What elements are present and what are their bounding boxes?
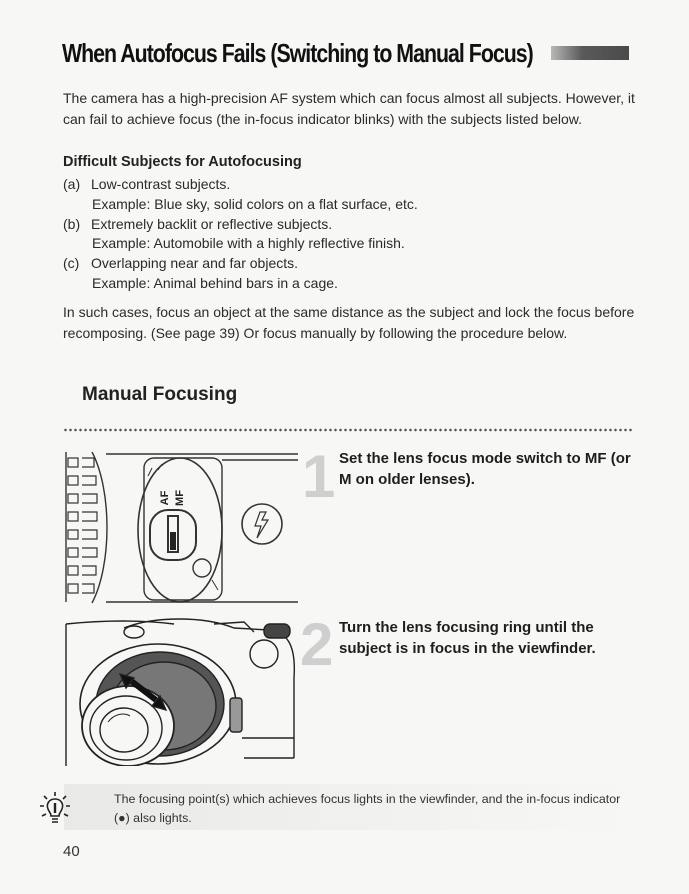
- list-item-text: Low-contrast subjects.: [91, 176, 231, 192]
- switch-label-mf: MF: [174, 490, 186, 506]
- list-item-text: Overlapping near and far objects.: [91, 255, 299, 272]
- step-text: Set the lens focus mode switch to MF (or M on older lenses).: [339, 450, 631, 488]
- list-item: [63, 175, 638, 215]
- lens-switch-illustration: [62, 450, 298, 605]
- list-item: [63, 254, 638, 294]
- list-item-example: Example: Automobile with a highly reflective finish.: [92, 235, 405, 252]
- list-item-example: Example: Animal behind bars in a cage.: [92, 274, 338, 291]
- title-decoration-bar: [551, 46, 629, 60]
- step-text: Turn the lens focusing ring until the subject is in focus in the viewfinder.: [339, 619, 596, 657]
- list-item: [63, 215, 638, 255]
- list-item-mark: (c): [63, 255, 80, 272]
- step-number: 2: [300, 611, 334, 678]
- list-item-mark: (b): [63, 215, 81, 232]
- camera-focus-ring-illustration: [64, 618, 300, 766]
- step-number: 1: [302, 443, 336, 510]
- difficult-subjects-list: [63, 175, 638, 294]
- list-item-text: Extremely backlit or reflective subjects.: [91, 215, 333, 232]
- difficult-subjects-heading: Difficult Subjects for Autofocusing: [63, 154, 302, 170]
- list-item-mark: (a): [63, 176, 81, 192]
- list-item-example: Example: Blue sky, solid colors on a flat surface, etc.: [92, 195, 418, 212]
- tip-text: The focusing point(s) which achieves focus lights in the viewfinder, and the in-focus indicator (●) also lights.: [114, 792, 621, 825]
- advice-paragraph: In such cases, focus an object at the same distance as the subject and lock the focus before recomposing. (See page 39) Or focus manually by following the procedure below.: [63, 304, 635, 341]
- page-number: 40: [63, 843, 80, 860]
- manual-focusing-heading: Manual Focusing: [82, 384, 238, 405]
- switch-label-af: AF: [159, 490, 171, 506]
- intro-paragraph: The camera has a high-precision AF system which can focus almost all subjects. However, it can fail to achieve focus (the in-focus indicator blinks) with the subjects listed below.: [63, 90, 635, 127]
- dotted-divider: [63, 428, 633, 432]
- page-title: When Autofocus Fails (Switching to Manual Focus): [62, 38, 533, 68]
- lightbulb-icon: [38, 789, 72, 827]
